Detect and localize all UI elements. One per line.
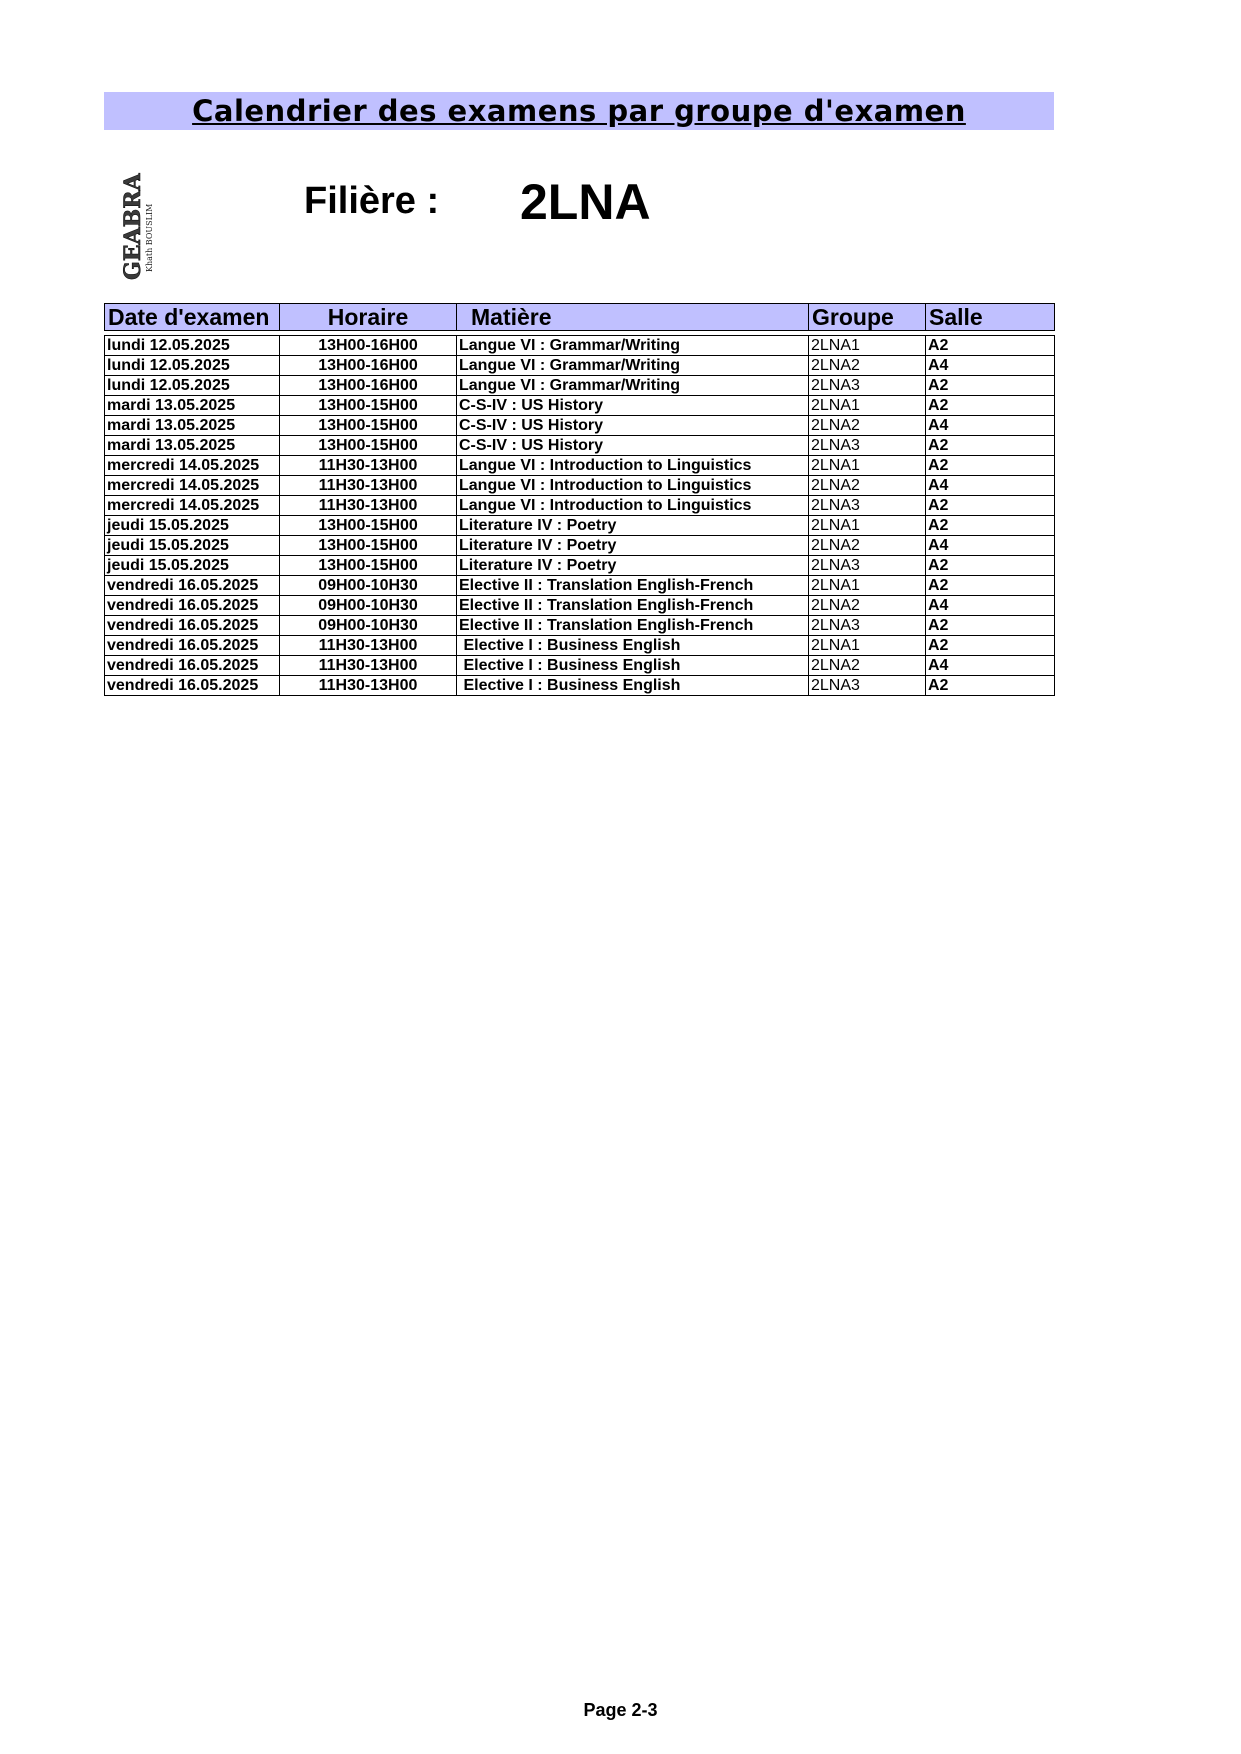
- cell-matiere: Langue VI : Grammar/Writing: [457, 336, 809, 356]
- cell-date: lundi 12.05.2025: [105, 356, 280, 376]
- table-row: [105, 476, 1055, 496]
- cell-matiere: Literature IV : Poetry: [457, 536, 809, 556]
- cell-groupe: 2LNA3: [809, 556, 926, 576]
- cell-date: mardi 13.05.2025: [105, 396, 280, 416]
- table-row: [105, 596, 1055, 616]
- table-row: [105, 576, 1055, 596]
- cell-matiere: Langue VI : Grammar/Writing: [457, 376, 809, 396]
- table-row: [105, 616, 1055, 636]
- cell-matiere: Elective II : Translation English-French: [457, 576, 809, 596]
- cell-groupe: 2LNA1: [809, 576, 926, 596]
- column-header-matiere: Matière: [457, 304, 809, 331]
- cell-groupe: 2LNA3: [809, 376, 926, 396]
- cell-date: vendredi 16.05.2025: [105, 676, 280, 696]
- cell-matiere: Literature IV : Poetry: [457, 516, 809, 536]
- filiere-value: 2LNA: [520, 174, 651, 230]
- cell-matiere: C-S-IV : US History: [457, 396, 809, 416]
- cell-groupe: 2LNA1: [809, 396, 926, 416]
- cell-salle: A2: [926, 496, 1055, 516]
- table-row: [105, 376, 1055, 396]
- column-header-groupe: Groupe: [809, 304, 926, 331]
- logo-text: GEABRA: [120, 173, 146, 280]
- table-row: [105, 496, 1055, 516]
- cell-date: mercredi 14.05.2025: [105, 496, 280, 516]
- cell-salle: A2: [926, 396, 1055, 416]
- logo-subtext: Khath BOUSLIM: [145, 203, 154, 272]
- cell-salle: A2: [926, 376, 1055, 396]
- table-row: [105, 456, 1055, 476]
- table-row: [105, 396, 1055, 416]
- cell-horaire: 09H00-10H30: [280, 616, 457, 636]
- cell-salle: A2: [926, 576, 1055, 596]
- column-header-date: Date d'examen: [105, 304, 280, 331]
- cell-matiere: Langue VI : Introduction to Linguistics: [457, 496, 809, 516]
- cell-groupe: 2LNA3: [809, 676, 926, 696]
- exam-table-header: [104, 303, 1055, 331]
- cell-groupe: 2LNA3: [809, 496, 926, 516]
- table-row: [105, 356, 1055, 376]
- cell-groupe: 2LNA2: [809, 356, 926, 376]
- cell-horaire: 13H00-15H00: [280, 416, 457, 436]
- cell-salle: A2: [926, 616, 1055, 636]
- cell-matiere: C-S-IV : US History: [457, 436, 809, 456]
- cell-salle: A2: [926, 516, 1055, 536]
- cell-groupe: 2LNA3: [809, 436, 926, 456]
- cell-horaire: 11H30-13H00: [280, 636, 457, 656]
- cell-salle: A4: [926, 656, 1055, 676]
- cell-matiere: Elective II : Translation English-French: [457, 596, 809, 616]
- cell-matiere: C-S-IV : US History: [457, 416, 809, 436]
- cell-horaire: 13H00-16H00: [280, 376, 457, 396]
- cell-horaire: 13H00-16H00: [280, 356, 457, 376]
- cell-date: vendredi 16.05.2025: [105, 656, 280, 676]
- cell-matiere: Langue VI : Introduction to Linguistics: [457, 476, 809, 496]
- table-row: [105, 636, 1055, 656]
- cell-date: jeudi 15.05.2025: [105, 556, 280, 576]
- cell-groupe: 2LNA2: [809, 476, 926, 496]
- table-row: [105, 516, 1055, 536]
- cell-salle: A2: [926, 436, 1055, 456]
- cell-date: jeudi 15.05.2025: [105, 536, 280, 556]
- table-row: [105, 436, 1055, 456]
- cell-horaire: 09H00-10H30: [280, 576, 457, 596]
- cell-matiere: Literature IV : Poetry: [457, 556, 809, 576]
- exam-table: [104, 335, 1055, 696]
- cell-salle: A2: [926, 456, 1055, 476]
- cell-horaire: 11H30-13H00: [280, 476, 457, 496]
- cell-horaire: 11H30-13H00: [280, 656, 457, 676]
- cell-date: mardi 13.05.2025: [105, 416, 280, 436]
- table-row: [105, 536, 1055, 556]
- cell-horaire: 11H30-13H00: [280, 676, 457, 696]
- cell-groupe: 2LNA1: [809, 636, 926, 656]
- cell-horaire: 11H30-13H00: [280, 456, 457, 476]
- cell-salle: A4: [926, 356, 1055, 376]
- cell-date: lundi 12.05.2025: [105, 376, 280, 396]
- cell-date: vendredi 16.05.2025: [105, 576, 280, 596]
- cell-horaire: 13H00-15H00: [280, 536, 457, 556]
- filiere-label: Filière :: [304, 180, 440, 222]
- cell-groupe: 2LNA2: [809, 656, 926, 676]
- table-row: [105, 336, 1055, 356]
- cell-horaire: 09H00-10H30: [280, 596, 457, 616]
- table-row: [105, 556, 1055, 576]
- cell-date: vendredi 16.05.2025: [105, 616, 280, 636]
- table-row: [105, 416, 1055, 436]
- cell-matiere: Langue VI : Introduction to Linguistics: [457, 456, 809, 476]
- cell-date: vendredi 16.05.2025: [105, 636, 280, 656]
- cell-matiere: Elective I : Business English: [457, 656, 809, 676]
- cell-horaire: 13H00-15H00: [280, 556, 457, 576]
- cell-date: mercredi 14.05.2025: [105, 476, 280, 496]
- cell-matiere: Elective I : Business English: [457, 676, 809, 696]
- cell-date: vendredi 16.05.2025: [105, 596, 280, 616]
- title-banner: [104, 92, 1054, 130]
- cell-horaire: 13H00-15H00: [280, 396, 457, 416]
- page-number: Page 2-3: [583, 1700, 658, 1720]
- column-header-horaire: Horaire: [280, 304, 457, 331]
- table-row: [105, 676, 1055, 696]
- cell-groupe: 2LNA1: [809, 516, 926, 536]
- cell-groupe: 2LNA2: [809, 596, 926, 616]
- cell-date: lundi 12.05.2025: [105, 336, 280, 356]
- cell-salle: A4: [926, 536, 1055, 556]
- cell-groupe: 2LNA1: [809, 336, 926, 356]
- table-row: [105, 656, 1055, 676]
- cell-horaire: 11H30-13H00: [280, 496, 457, 516]
- cell-horaire: 13H00-16H00: [280, 336, 457, 356]
- column-header-salle: Salle: [926, 304, 1055, 331]
- cell-date: mardi 13.05.2025: [105, 436, 280, 456]
- cell-salle: A2: [926, 336, 1055, 356]
- cell-matiere: Elective I : Business English: [457, 636, 809, 656]
- cell-matiere: Elective II : Translation English-French: [457, 616, 809, 636]
- geabra-logo-icon: [116, 172, 156, 284]
- cell-groupe: 2LNA3: [809, 616, 926, 636]
- cell-horaire: 13H00-15H00: [280, 516, 457, 536]
- cell-groupe: 2LNA1: [809, 456, 926, 476]
- cell-salle: A2: [926, 676, 1055, 696]
- cell-salle: A2: [926, 636, 1055, 656]
- cell-date: jeudi 15.05.2025: [105, 516, 280, 536]
- cell-salle: A2: [926, 556, 1055, 576]
- page-title: Calendrier des examens par groupe d'examen: [192, 94, 966, 128]
- cell-matiere: Langue VI : Grammar/Writing: [457, 356, 809, 376]
- cell-salle: A4: [926, 476, 1055, 496]
- cell-salle: A4: [926, 416, 1055, 436]
- cell-groupe: 2LNA2: [809, 416, 926, 436]
- cell-groupe: 2LNA2: [809, 536, 926, 556]
- cell-horaire: 13H00-15H00: [280, 436, 457, 456]
- cell-salle: A4: [926, 596, 1055, 616]
- cell-date: mercredi 14.05.2025: [105, 456, 280, 476]
